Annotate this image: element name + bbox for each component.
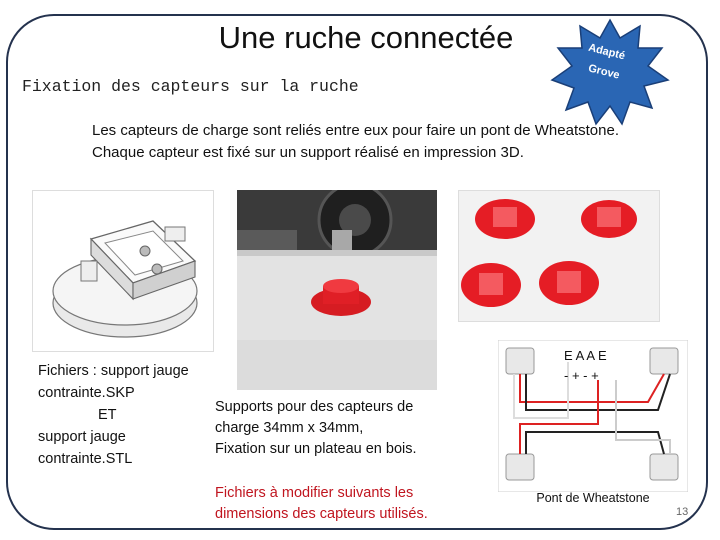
files-line-2: contrainte.SKP — [38, 385, 135, 401]
note-line-2: dimensions des capteurs utilisés. — [215, 506, 428, 522]
caption-line-1: Supports pour des capteurs de — [215, 399, 414, 415]
badge-line-1: Adapté — [587, 41, 627, 63]
files-line-5: contrainte.STL — [38, 451, 133, 467]
slide-title: Une ruche connectée — [218, 20, 514, 55]
slide-subtitle: Fixation des capteurs sur la ruche — [22, 77, 359, 96]
files-line-4: support jauge — [38, 429, 126, 445]
adapted-grove-badge — [548, 18, 672, 128]
note-line-1: Fichiers à modifier suivants les — [215, 485, 414, 501]
caption-line-3: Fixation sur un plateau en bois. — [215, 441, 417, 457]
support-3d-model-image — [32, 190, 214, 352]
files-line-3: ET — [98, 407, 117, 423]
supports-caption — [215, 397, 465, 460]
files-line-1: Fichiers : support jauge — [38, 363, 189, 379]
bridge-terminal-labels: E A A E — [564, 348, 607, 363]
files-text — [38, 360, 208, 470]
intro-line-2: Chaque capteur est fixé sur un support réalisé en impression 3D. — [92, 144, 524, 161]
page-number: 13 — [676, 506, 689, 518]
intro-line-1: Les capteurs de charge sont reliés entre eux pour faire un pont de Wheatstone. — [92, 122, 619, 139]
intro-text — [92, 120, 692, 164]
badge-line-2: Grove — [587, 62, 621, 82]
3d-printer-photo — [237, 190, 437, 390]
bridge-terminal-signs: - + - + — [564, 368, 599, 383]
wheatstone-title: Pont de Wheatstone — [536, 491, 650, 505]
printed-supports-photo — [458, 190, 660, 322]
wheatstone-diagram — [498, 340, 688, 492]
modify-note — [215, 483, 475, 525]
caption-line-2: charge 34mm x 34mm, — [215, 420, 364, 436]
